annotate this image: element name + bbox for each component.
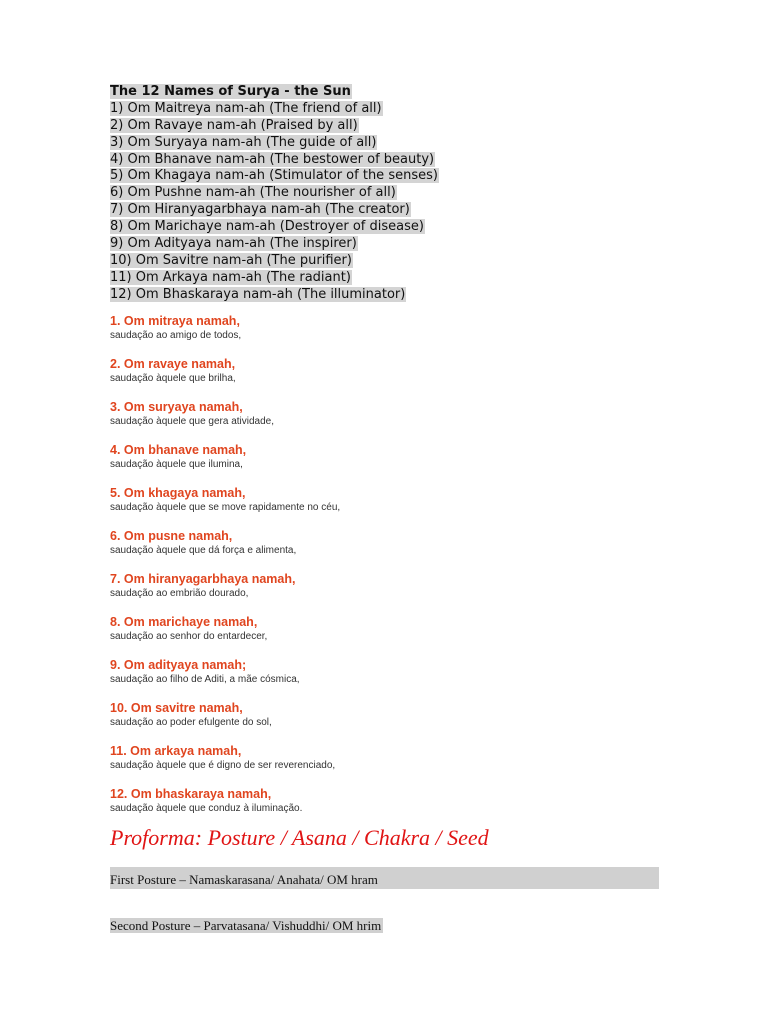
mantra-item	[110, 485, 710, 528]
mantra-translation: saudação àquele que ilumina,	[110, 459, 243, 470]
mantra-item	[110, 743, 710, 786]
name-line-7: 7) Om Hiranyagarbhaya nam-ah (The creator)	[110, 202, 410, 218]
name-line-4: 4) Om Bhanave nam-ah (The bestower of beauty)	[110, 151, 435, 167]
name-line-11: 11) Om Arkaya nam-ah (The radiant)	[110, 269, 351, 285]
mantra-title: 12. Om bhaskaraya namah,	[110, 787, 272, 801]
mantra-item	[110, 571, 710, 614]
mantra-translation: saudação àquele que brilha,	[110, 373, 236, 384]
mantra-translation: saudação ao amigo de todos,	[110, 330, 242, 341]
names-title: The 12 Names of Surya - the Sun	[110, 84, 351, 99]
mantra-title: 6. Om pusne namah,	[110, 529, 233, 543]
mantra-translation: saudação ao poder efulgente do sol,	[110, 717, 272, 728]
mantra-item	[110, 442, 710, 485]
mantra-item	[110, 356, 710, 399]
mantra-item	[110, 614, 710, 657]
name-line-6: 6) Om Pushne nam-ah (The nourisher of all)	[110, 185, 396, 201]
mantra-title: 4. Om bhanave namah,	[110, 443, 247, 457]
name-line-10: 10) Om Savitre nam-ah (The purifier)	[110, 252, 352, 268]
name-line-8: 8) Om Marichaye nam-ah (Destroyer of disease)	[110, 219, 424, 235]
mantra-title: 8. Om marichaye namah,	[110, 615, 258, 629]
name-line-2: 2) Om Ravaye nam-ah (Praised by all)	[110, 117, 358, 133]
mantra-title: 9. Om adityaya namah;	[110, 658, 247, 672]
mantra-translation: saudação ao filho de Aditi, a mãe cósmica,	[110, 674, 300, 685]
name-line-3: 3) Om Suryaya nam-ah (The guide of all)	[110, 134, 377, 150]
mantra-translation: saudação àquele que se move rapidamente no céu,	[110, 502, 341, 513]
mantra-title: 3. Om suryaya namah,	[110, 400, 243, 414]
proforma-heading: Proforma: Posture / Asana / Chakra / Seed	[110, 825, 489, 850]
mantra-title: 11. Om arkaya namah,	[110, 744, 242, 758]
mantra-title: 5. Om khagaya namah,	[110, 486, 246, 500]
mantra-translation: saudação àquele que conduz à iluminação.	[110, 803, 303, 814]
mantra-title: 1. Om mitraya namah,	[110, 314, 240, 328]
posture-row-first: First Posture – Namaskarasana/ Anahata/ OM hram	[110, 867, 659, 889]
name-line-9: 9) Om Adityaya nam-ah (The inspirer)	[110, 236, 357, 252]
name-line-12: 12) Om Bhaskaraya nam-ah (The illuminator)	[110, 286, 406, 302]
mantra-item	[110, 528, 710, 571]
mantra-translation: saudação àquele que gera atividade,	[110, 416, 275, 427]
posture-row-second	[110, 916, 383, 936]
mantra-item	[110, 657, 710, 700]
mantra-title: 7. Om hiranyagarbhaya namah,	[110, 572, 296, 586]
posture-row-second-text: Second Posture – Parvatasana/ Vishuddhi/ OM hrim	[110, 918, 382, 933]
name-line-5: 5) Om Khagaya nam-ah (Stimulator of the senses)	[110, 168, 438, 184]
mantra-item	[110, 313, 710, 356]
mantra-item	[110, 399, 710, 442]
mantra-title: 2. Om ravaye namah,	[110, 357, 236, 371]
mantra-item	[110, 700, 710, 743]
mantra-translation: saudação àquele que é digno de ser reverenciado,	[110, 760, 336, 771]
surya-names-block	[110, 84, 439, 304]
name-line-1: 1) Om Maitreya nam-ah (The friend of all)	[110, 100, 382, 116]
mantra-translation: saudação àquele que dá força e alimenta,	[110, 545, 297, 556]
mantra-translation: saudação ao senhor do entardecer,	[110, 631, 268, 642]
mantra-translation: saudação ao embrião dourado,	[110, 588, 249, 599]
mantra-list	[110, 313, 710, 829]
mantra-title: 10. Om savitre namah,	[110, 701, 243, 715]
